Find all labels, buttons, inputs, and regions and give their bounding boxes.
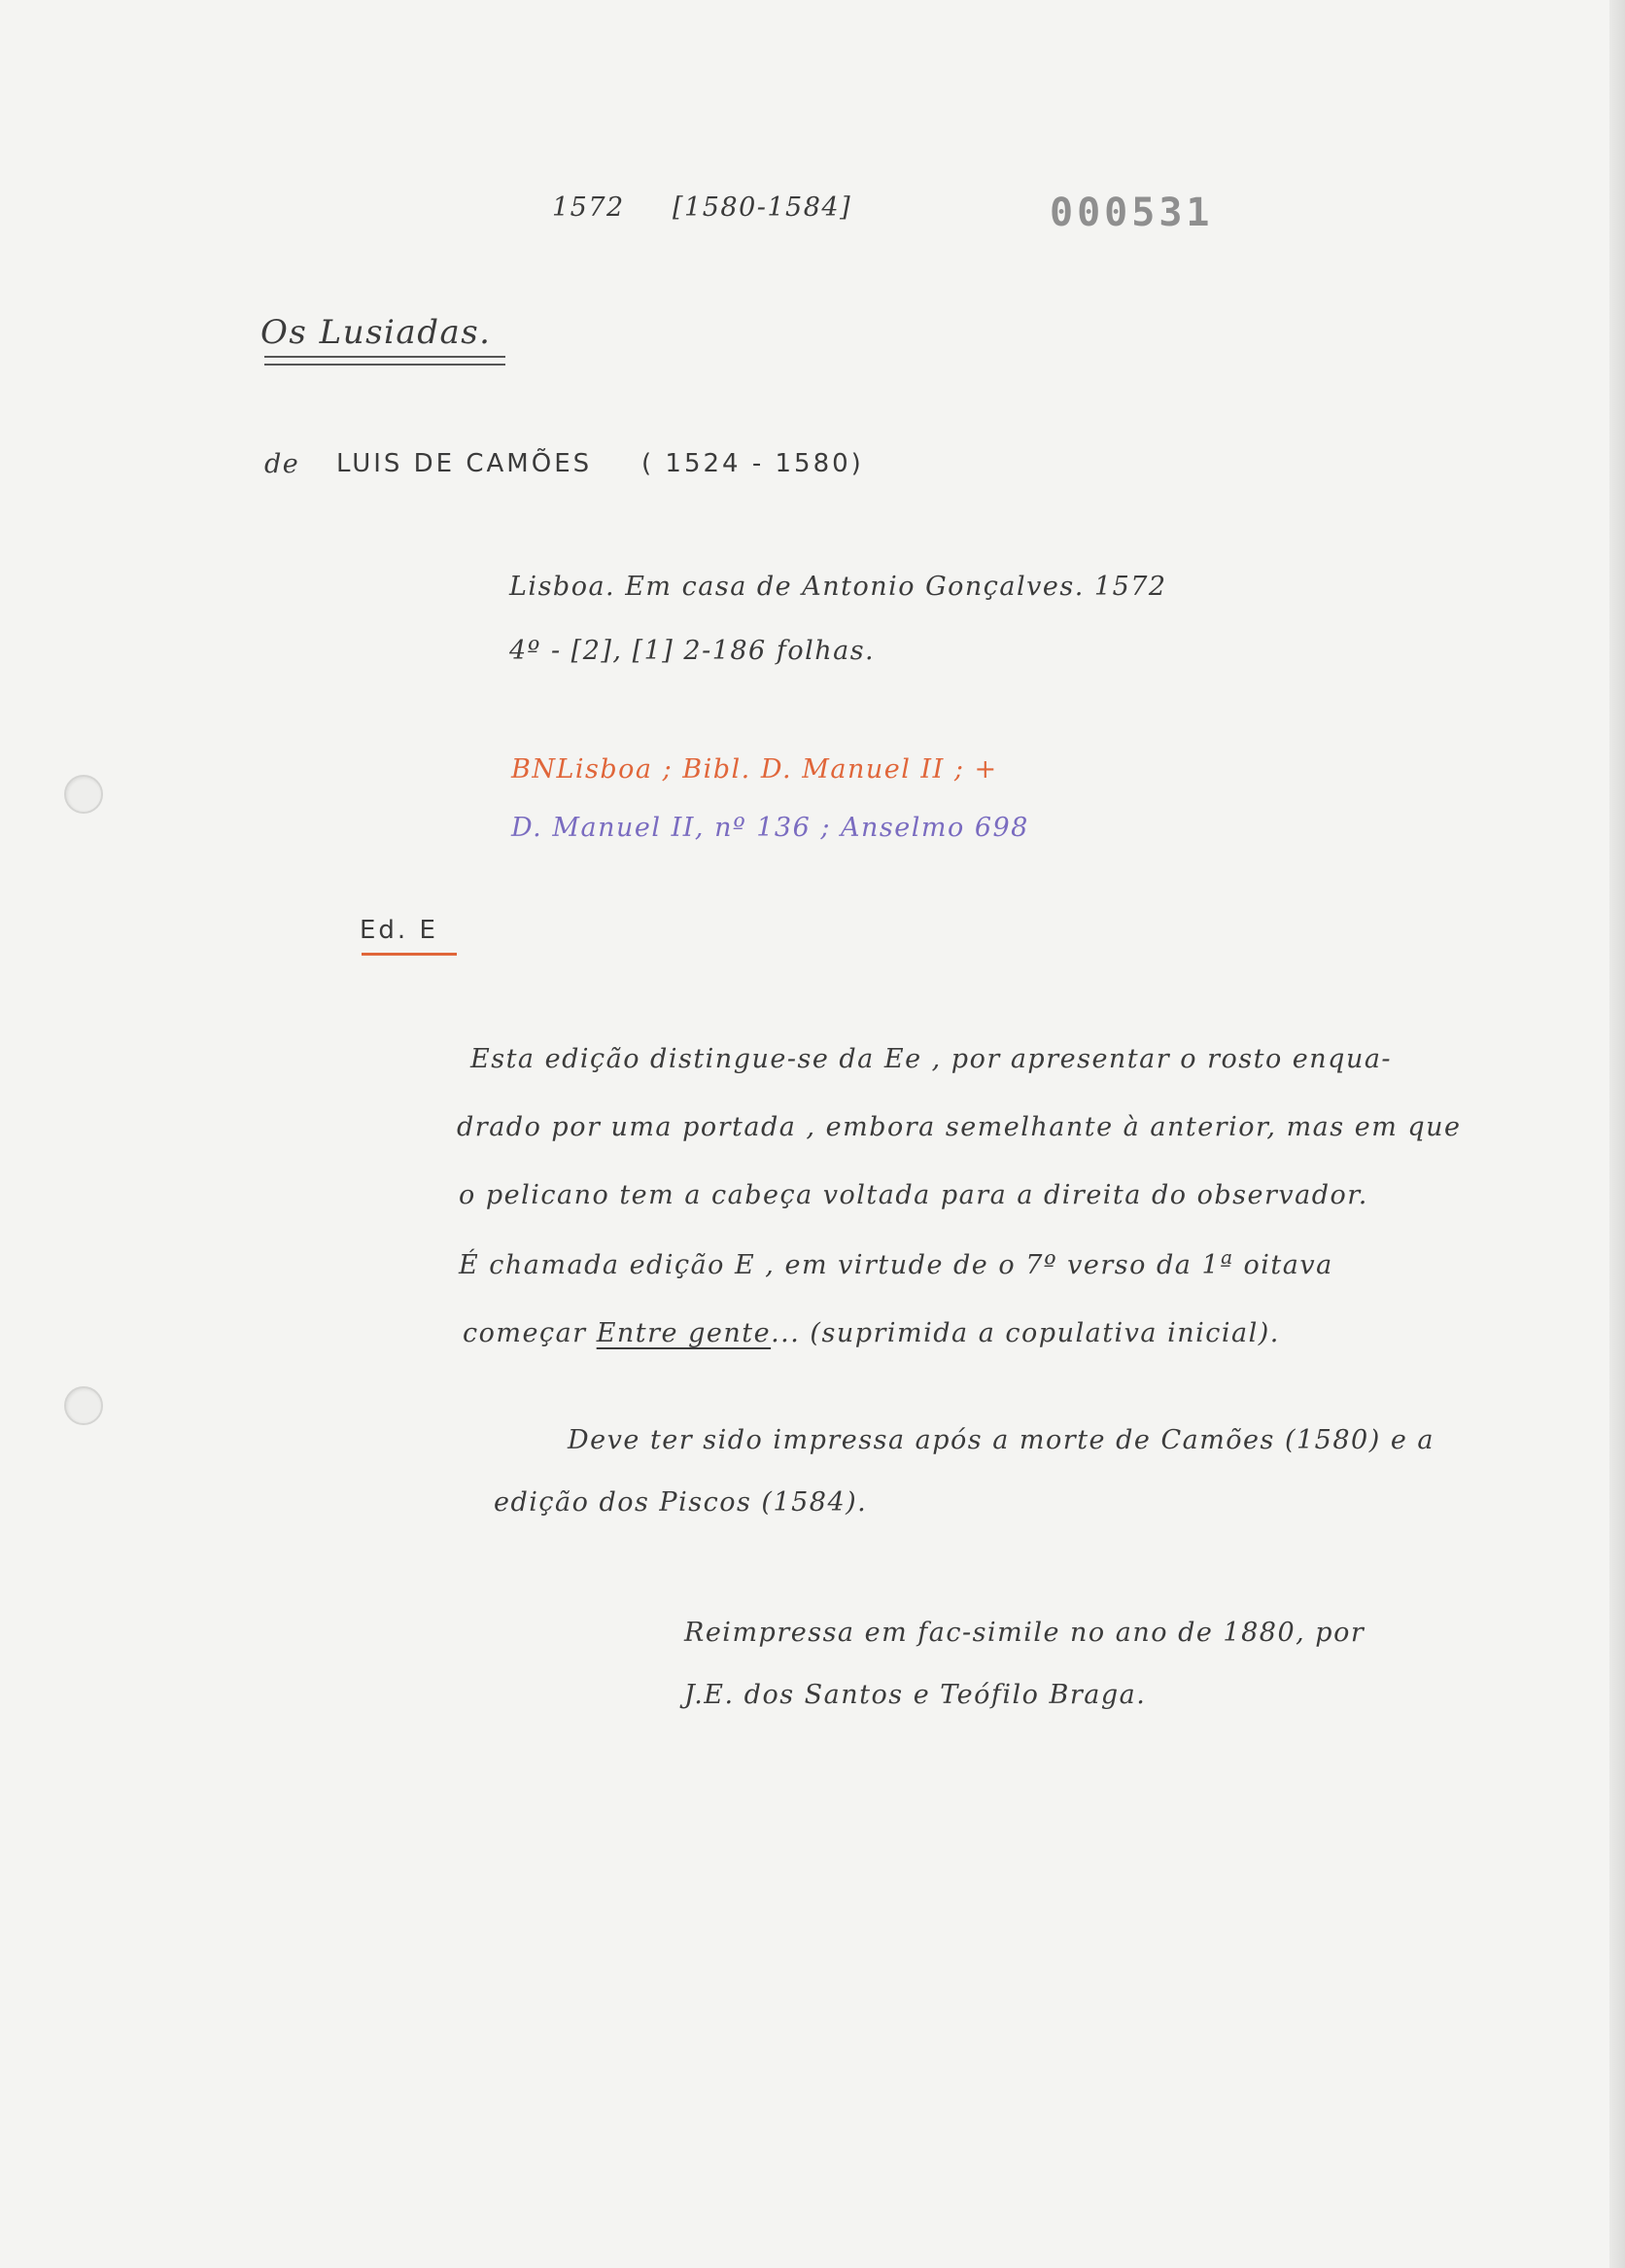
description-line-5	[463, 1318, 1280, 1348]
holdings-red-line: BNLisboa ; Bibl. D. Manuel II ; +	[511, 754, 998, 785]
author-years: ( 1524 - 1580)	[641, 449, 864, 478]
edition-label: Ed. E	[360, 916, 438, 945]
punch-hole-top	[64, 775, 103, 814]
edition-underline	[362, 953, 457, 956]
holdings-purple-line: D. Manuel II, nº 136 ; Anselmo 698	[511, 813, 1029, 843]
title-underline-2	[264, 364, 505, 366]
stamp-number: 000531	[1050, 191, 1214, 235]
header-date: 1572	[552, 192, 625, 223]
description-line-5-prefix: começar	[463, 1318, 587, 1348]
underlined-quote: Entre gente	[596, 1318, 772, 1348]
description-line-3: o pelicano tem a cabeça voltada para a direita do observador.	[459, 1180, 1368, 1210]
note-line-1: Deve ter sido impressa após a morte de Camões (1580) e a	[568, 1425, 1435, 1455]
header-date-range: [1580-1584]	[673, 192, 852, 223]
description-line-5-suffix: ... (suprimida a copulativa inicial).	[771, 1318, 1280, 1348]
note-line-2: edição dos Piscos (1584).	[494, 1487, 868, 1518]
imprint-line-2: 4º - [2], [1] 2-186 folhas.	[509, 636, 876, 666]
reprint-line-2: J.E. dos Santos e Teófilo Braga.	[684, 1680, 1147, 1710]
reprint-line-1: Reimpressa em fac-simile no ano de 1880, por	[684, 1618, 1366, 1648]
imprint-line-1: Lisboa. Em casa de Antonio Gonçalves. 1572	[509, 572, 1167, 602]
description-line-1: Esta edição distingue-se da Ee , por apresentar o rosto enqua-	[470, 1044, 1393, 1074]
author-name: LUIS DE CAMÕES	[336, 449, 593, 478]
book-title: Os Lusiadas.	[260, 313, 492, 352]
description-line-4: É chamada edição E , em virtude de o 7º verso da 1ª oitava	[459, 1250, 1333, 1280]
author-prefix: de	[264, 449, 300, 479]
description-line-2: drado por uma portada , embora semelhante à anterior, mas em que	[457, 1112, 1462, 1142]
paper-edge	[1609, 0, 1625, 2268]
punch-hole-bottom	[64, 1386, 103, 1425]
title-underline-1	[264, 356, 505, 358]
